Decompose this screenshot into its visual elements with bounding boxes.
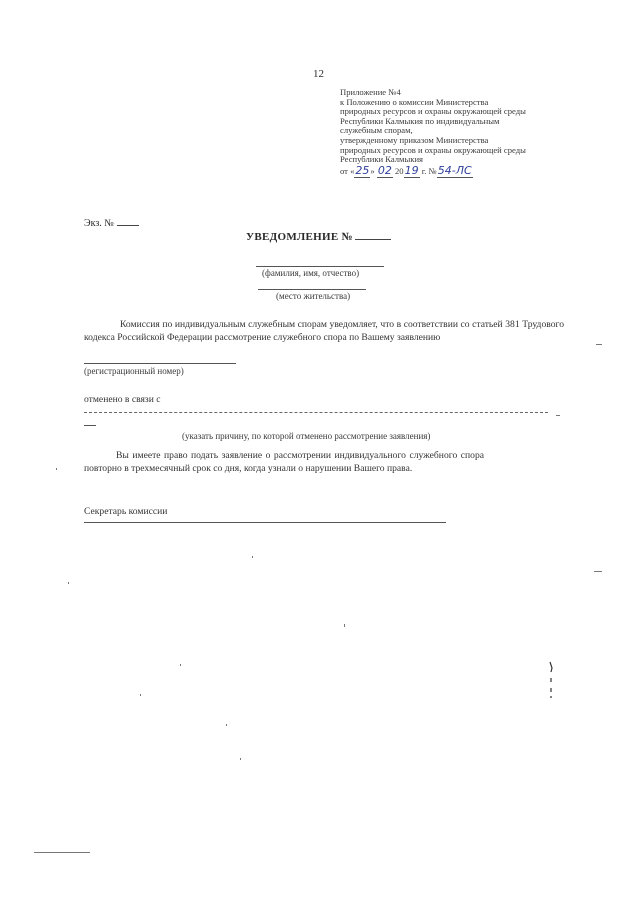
- notice-paragraph: Комиссия по индивидуальным служебным спорам уведомляет, что в соответствии со статьей 381 Трудового кодекса Российской Федерации рассмотрение служебного спора по Вашему заявлению: [84, 319, 564, 343]
- reason-caption: (указать причину, по которой отменено рассмотрение заявления): [182, 431, 431, 441]
- secretary-signature-line: [84, 522, 446, 523]
- title-text: УВЕДОМЛЕНИЕ №: [246, 231, 353, 243]
- page-number: 12: [313, 68, 324, 80]
- order-date-line: [340, 163, 526, 177]
- copy-number: [84, 218, 139, 229]
- document-title: [246, 231, 391, 243]
- copy-label: Экз. №: [84, 218, 114, 229]
- reg-number-blank-line: [84, 363, 236, 364]
- date-suffix: г. №: [419, 165, 437, 176]
- date-year: 19: [404, 163, 419, 177]
- fio-blank-line: [256, 266, 384, 267]
- fio-caption: (фамилия, имя, отчество): [262, 268, 360, 278]
- secretary-label: Секретарь комиссии: [84, 506, 168, 517]
- appendix-line: Приложение №4: [340, 87, 401, 97]
- appendix-line: служебным спорам,: [340, 125, 413, 136]
- reg-number-caption: (регистрационный номер): [84, 366, 184, 376]
- appendix-line: природных ресурсов и охраны окружающей среды: [340, 144, 526, 155]
- reason-blank-line-2: [84, 425, 96, 426]
- order-number: 54-ЛС: [437, 163, 472, 177]
- residence-caption: (место жительства): [276, 291, 351, 301]
- date-month: 02: [377, 163, 392, 177]
- reason-blank-line: [84, 412, 548, 413]
- copy-number-blank: [117, 225, 139, 226]
- appendix-line: природных ресурсов и охраны окружающей среды: [340, 106, 526, 117]
- appendix-header: [340, 88, 526, 176]
- date-prefix: от «: [340, 165, 355, 176]
- date-mid: »: [370, 165, 377, 176]
- appendix-line: Республики Калмыкия по индивидуальным: [340, 115, 500, 126]
- residence-blank-line: [258, 289, 366, 290]
- cancelled-label: отменено в связи с: [84, 394, 161, 405]
- date-day: 25: [355, 163, 370, 177]
- rights-paragraph: Вы имеете право подать заявление о рассмотрении индивидуального служебного спора повторно в трехмесячный срок со дня, когда узнали о нарушении Вашего права.: [84, 450, 484, 474]
- scan-mark: [548, 660, 554, 700]
- appendix-line: утвержденному приказом Министерства: [340, 134, 489, 145]
- title-number-blank: [355, 239, 391, 240]
- date-year-prefix: 20: [392, 165, 404, 176]
- appendix-line: Республики Калмыкия: [340, 154, 423, 165]
- appendix-line: к Положению о комиссии Министерства: [340, 96, 489, 107]
